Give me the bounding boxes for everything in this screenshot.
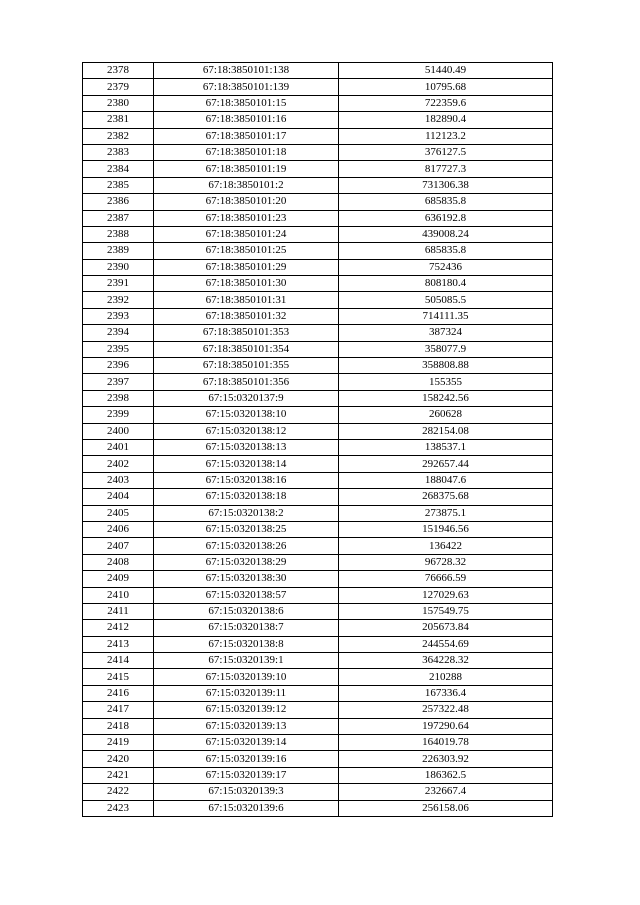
cadastral-number-cell: 67:15:0320138:13 [154,439,339,455]
table-row [83,63,553,79]
cadastral-number-cell: 67:15:0320138:18 [154,489,339,505]
table-row [83,587,553,603]
row-number-cell: 2407 [83,538,154,554]
value-cell: 205673.84 [339,620,553,636]
row-number-cell: 2415 [83,669,154,685]
cadastral-number-cell: 67:18:3850101:32 [154,308,339,324]
value-cell: 186362.5 [339,767,553,783]
row-number-cell: 2414 [83,653,154,669]
table-row [83,325,553,341]
table-body [83,63,553,817]
value-cell: 376127.5 [339,144,553,160]
cadastral-number-cell: 67:18:3850101:354 [154,341,339,357]
table-row [83,669,553,685]
value-cell: 722359.6 [339,95,553,111]
cadastral-number-cell: 67:18:3850101:25 [154,243,339,259]
row-number-cell: 2395 [83,341,154,357]
row-number-cell: 2385 [83,177,154,193]
value-cell: 155355 [339,374,553,390]
cadastral-number-cell: 67:15:0320138:57 [154,587,339,603]
value-cell: 256158.06 [339,800,553,816]
table-row [83,144,553,160]
cadastral-number-cell: 67:15:0320138:25 [154,521,339,537]
table-row [83,341,553,357]
row-number-cell: 2418 [83,718,154,734]
row-number-cell: 2413 [83,636,154,652]
row-number-cell: 2422 [83,784,154,800]
cadastral-number-cell: 67:15:0320139:3 [154,784,339,800]
value-cell: 157549.75 [339,603,553,619]
row-number-cell: 2392 [83,292,154,308]
value-cell: 260628 [339,407,553,423]
value-cell: 292657.44 [339,456,553,472]
row-number-cell: 2381 [83,112,154,128]
row-number-cell: 2420 [83,751,154,767]
row-number-cell: 2402 [83,456,154,472]
table-row [83,407,553,423]
value-cell: 232667.4 [339,784,553,800]
value-cell: 808180.4 [339,276,553,292]
cadastral-number-cell: 67:15:0320138:29 [154,554,339,570]
value-cell: 685835.8 [339,243,553,259]
value-cell: 136422 [339,538,553,554]
cadastral-number-cell: 67:18:3850101:30 [154,276,339,292]
row-number-cell: 2411 [83,603,154,619]
cadastral-number-cell: 67:18:3850101:31 [154,292,339,308]
row-number-cell: 2397 [83,374,154,390]
cadastral-number-cell: 67:18:3850101:19 [154,161,339,177]
cadastral-number-cell: 67:15:0320139:16 [154,751,339,767]
value-cell: 96728.32 [339,554,553,570]
cadastral-number-cell: 67:18:3850101:139 [154,79,339,95]
value-cell: 358077.9 [339,341,553,357]
row-number-cell: 2419 [83,735,154,751]
row-number-cell: 2423 [83,800,154,816]
value-cell: 273875.1 [339,505,553,521]
value-cell: 151946.56 [339,521,553,537]
table-row [83,554,553,570]
value-cell: 714111.35 [339,308,553,324]
row-number-cell: 2382 [83,128,154,144]
cadastral-number-cell: 67:18:3850101:355 [154,358,339,374]
value-cell: 282154.08 [339,423,553,439]
value-cell: 76666.59 [339,571,553,587]
value-cell: 51440.49 [339,63,553,79]
cadastral-number-cell: 67:15:0320138:2 [154,505,339,521]
value-cell: 358808.88 [339,358,553,374]
table-row [83,226,553,242]
value-cell: 387324 [339,325,553,341]
value-cell: 268375.68 [339,489,553,505]
value-cell: 505085.5 [339,292,553,308]
table-row [83,603,553,619]
value-cell: 817727.3 [339,161,553,177]
table-row [83,456,553,472]
cadastral-number-cell: 67:15:0320139:11 [154,685,339,701]
table-row [83,177,553,193]
row-number-cell: 2401 [83,439,154,455]
table-row [83,194,553,210]
cadastral-number-cell: 67:15:0320139:10 [154,669,339,685]
cadastral-number-cell: 67:15:0320138:8 [154,636,339,652]
cadastral-number-cell: 67:15:0320139:12 [154,702,339,718]
table-row [83,702,553,718]
cadastral-number-cell: 67:15:0320138:30 [154,571,339,587]
cadastral-number-cell: 67:15:0320138:26 [154,538,339,554]
cadastral-number-cell: 67:18:3850101:2 [154,177,339,193]
table-row [83,718,553,734]
value-cell: 138537.1 [339,439,553,455]
row-number-cell: 2388 [83,226,154,242]
value-cell: 164019.78 [339,735,553,751]
table-row [83,210,553,226]
table-row [83,390,553,406]
table-row [83,521,553,537]
cadastral-number-cell: 67:18:3850101:16 [154,112,339,128]
cadastral-number-cell: 67:15:0320138:16 [154,472,339,488]
table-row [83,620,553,636]
table-row [83,276,553,292]
table-row [83,128,553,144]
cadastral-number-cell: 67:18:3850101:353 [154,325,339,341]
cadastral-value-table [82,62,553,817]
value-cell: 188047.6 [339,472,553,488]
value-cell: 210288 [339,669,553,685]
value-cell: 439008.24 [339,226,553,242]
table-row [83,735,553,751]
value-cell: 685835.8 [339,194,553,210]
value-cell: 244554.69 [339,636,553,652]
value-cell: 182890.4 [339,112,553,128]
row-number-cell: 2404 [83,489,154,505]
table-row [83,767,553,783]
cadastral-number-cell: 67:15:0320139:14 [154,735,339,751]
table-row [83,423,553,439]
table-row [83,439,553,455]
table-row [83,489,553,505]
table-row [83,636,553,652]
value-cell: 752436 [339,259,553,275]
row-number-cell: 2406 [83,521,154,537]
row-number-cell: 2408 [83,554,154,570]
row-number-cell: 2398 [83,390,154,406]
cadastral-number-cell: 67:18:3850101:23 [154,210,339,226]
table-row [83,243,553,259]
cadastral-number-cell: 67:15:0320138:6 [154,603,339,619]
table-row [83,95,553,111]
cadastral-number-cell: 67:18:3850101:29 [154,259,339,275]
value-cell: 112123.2 [339,128,553,144]
value-cell: 636192.8 [339,210,553,226]
table-row [83,685,553,701]
row-number-cell: 2380 [83,95,154,111]
row-number-cell: 2412 [83,620,154,636]
value-cell: 10795.68 [339,79,553,95]
table-row [83,79,553,95]
cadastral-number-cell: 67:15:0320137:9 [154,390,339,406]
row-number-cell: 2409 [83,571,154,587]
cadastral-number-cell: 67:18:3850101:24 [154,226,339,242]
table-row [83,538,553,554]
row-number-cell: 2389 [83,243,154,259]
table-row [83,571,553,587]
row-number-cell: 2379 [83,79,154,95]
value-cell: 158242.56 [339,390,553,406]
cadastral-number-cell: 67:15:0320139:1 [154,653,339,669]
value-cell: 167336.4 [339,685,553,701]
table-row [83,505,553,521]
cadastral-number-cell: 67:15:0320138:7 [154,620,339,636]
cadastral-number-cell: 67:18:3850101:18 [154,144,339,160]
row-number-cell: 2399 [83,407,154,423]
row-number-cell: 2383 [83,144,154,160]
row-number-cell: 2386 [83,194,154,210]
cadastral-number-cell: 67:15:0320138:14 [154,456,339,472]
table-row [83,259,553,275]
table-row [83,472,553,488]
table-row [83,308,553,324]
cadastral-number-cell: 67:15:0320139:6 [154,800,339,816]
table-row [83,292,553,308]
table-row [83,800,553,816]
row-number-cell: 2416 [83,685,154,701]
row-number-cell: 2378 [83,63,154,79]
row-number-cell: 2417 [83,702,154,718]
value-cell: 197290.64 [339,718,553,734]
row-number-cell: 2394 [83,325,154,341]
row-number-cell: 2391 [83,276,154,292]
row-number-cell: 2400 [83,423,154,439]
row-number-cell: 2390 [83,259,154,275]
cadastral-number-cell: 67:15:0320138:12 [154,423,339,439]
value-cell: 731306.38 [339,177,553,193]
row-number-cell: 2384 [83,161,154,177]
cadastral-number-cell: 67:18:3850101:138 [154,63,339,79]
cadastral-number-cell: 67:18:3850101:15 [154,95,339,111]
value-cell: 226303.92 [339,751,553,767]
cadastral-number-cell: 67:15:0320138:10 [154,407,339,423]
row-number-cell: 2421 [83,767,154,783]
value-cell: 364228.32 [339,653,553,669]
cadastral-number-cell: 67:18:3850101:356 [154,374,339,390]
table-row [83,161,553,177]
row-number-cell: 2396 [83,358,154,374]
row-number-cell: 2403 [83,472,154,488]
value-cell: 127029.63 [339,587,553,603]
row-number-cell: 2387 [83,210,154,226]
table-row [83,751,553,767]
table-row [83,784,553,800]
cadastral-number-cell: 67:15:0320139:13 [154,718,339,734]
table-row [83,374,553,390]
row-number-cell: 2405 [83,505,154,521]
row-number-cell: 2393 [83,308,154,324]
cadastral-number-cell: 67:18:3850101:17 [154,128,339,144]
cadastral-number-cell: 67:18:3850101:20 [154,194,339,210]
row-number-cell: 2410 [83,587,154,603]
table-row [83,653,553,669]
table-row [83,112,553,128]
cadastral-number-cell: 67:15:0320139:17 [154,767,339,783]
table-row [83,358,553,374]
value-cell: 257322.48 [339,702,553,718]
